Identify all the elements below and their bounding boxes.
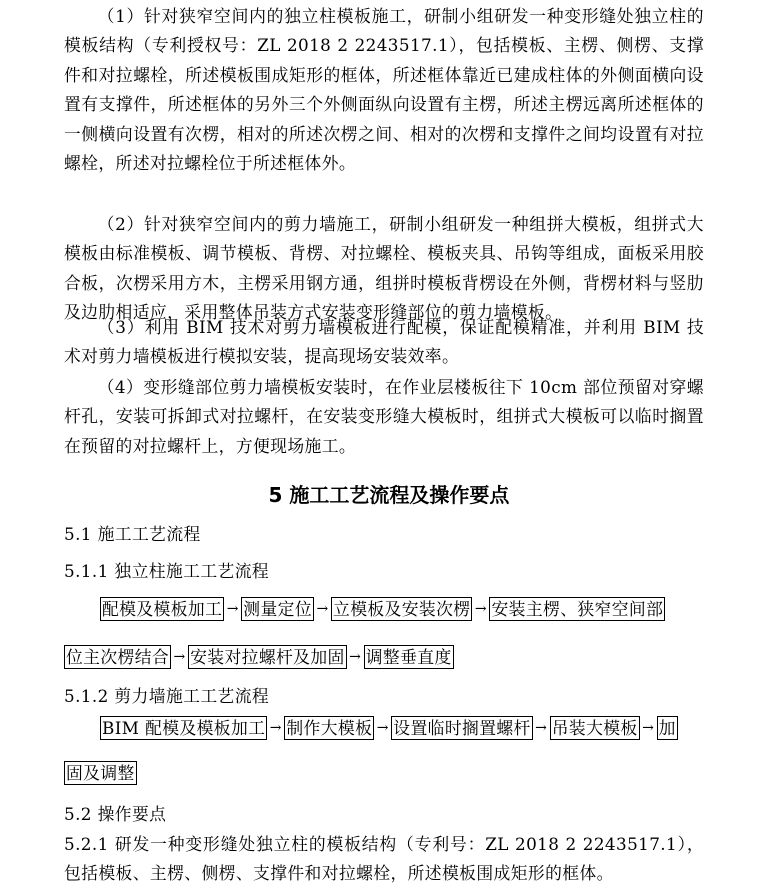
flow-step: 吊装大模板 xyxy=(551,718,638,738)
paragraph-2: （2）针对狭窄空间内的剪力墙施工，研制小组研发一种组拼大模板，组拼式大模板由标准模板、调节模板、背楞、对拉螺栓、模板夹具、吊钩等组成，面板采用胶合板，次楞采用方木，主楞采用钢方通，组拼时模板背楞设在外侧，背楞材料与竖肋及边肋相适应，采用整体吊装方式安装变形缝部位的剪力墙模板。 xyxy=(64,214,704,323)
flow-step: 制作大模板 xyxy=(286,718,373,738)
paragraph-3: （3）利用 BIM 技术对剪力墙模板进行配模，保证配模精准，并利用 BIM 技术对剪力墙模板进行模拟安装，提高现场安装效率。 xyxy=(64,317,704,367)
paragraph-4: （4）变形缝部位剪力墙模板安装时，在作业层楼板往下 10cm 部位预留对穿螺杆孔，安装可拆卸式对拉螺杆，在安装变形缝大模板时，组拼式大模板可以临时搁置在预留的对拉螺杆上，方便现场施工。 xyxy=(64,377,704,456)
arrow-right-icon: → xyxy=(474,601,488,617)
flow-step: BIM 配模及模板加工 xyxy=(102,718,266,738)
flowchart-wall-line-1 xyxy=(100,716,710,740)
flow-step: 测量定位 xyxy=(243,599,313,619)
flow-step: 固及调整 xyxy=(66,763,135,783)
subheading-5-1-2: 5.1.2 剪力墙施工工艺流程 xyxy=(64,686,270,706)
flowchart-column-line-1 xyxy=(100,597,710,621)
flow-step: 位主次楞结合 xyxy=(66,647,170,667)
flowchart-wall-line-2 xyxy=(64,761,704,785)
arrow-right-icon: → xyxy=(173,649,186,665)
paragraph-1: （1）针对狭窄空间内的独立柱模板施工，研制小组研发一种变形缝处独立柱的模板结构（专利授权号：ZL 2018 2 2243517.1），包括模板、主楞、侧楞、支撑件和对拉螺栓，所述模板围成矩形的框体，所述框体靠近已建成柱体的外侧面横向设置有支撑件，所述框体的另外三个外侧面纵向设置有主楞，所述主楞远离所述框体的一侧横向设置有次楞，相对的所述次楞之间、相对的次楞和支撑件之间均设置有对拉螺栓，所述对拉螺栓位于所述框体外。 xyxy=(64,6,704,174)
subheading-5-2: 5.2 操作要点 xyxy=(64,804,167,824)
arrow-right-icon: → xyxy=(316,601,329,617)
arrow-right-icon: → xyxy=(642,720,655,736)
flow-step: 安装主楞、狭窄空间部 xyxy=(491,599,664,619)
paragraph-5-2-1: 5.2.1 研发一种变形缝处独立柱的模板结构（专利号：ZL 2018 2 2243517.1），包括模板、主楞、侧楞、支撑件和对拉螺栓，所述模板围成矩形的框体。 xyxy=(64,834,704,884)
arrow-right-icon: → xyxy=(535,720,548,736)
flow-step: 调整垂直度 xyxy=(365,647,452,667)
flow-step: 立模板及安装次楞 xyxy=(333,599,471,619)
flow-step: 配模及模板加工 xyxy=(102,599,223,619)
flowchart-column-line-2 xyxy=(64,645,704,669)
arrow-right-icon: → xyxy=(349,649,362,665)
arrow-right-icon: → xyxy=(269,720,282,736)
flow-step: 加 xyxy=(658,718,676,738)
subheading-5-1: 5.1 施工工艺流程 xyxy=(64,524,201,544)
arrow-right-icon: → xyxy=(226,601,239,617)
arrow-right-icon: → xyxy=(376,720,389,736)
flow-step: 安装对拉螺杆及加固 xyxy=(190,647,345,667)
section-heading: 5 施工工艺流程及操作要点 xyxy=(268,483,510,507)
subheading-5-1-1: 5.1.1 独立柱施工工艺流程 xyxy=(64,561,270,581)
flow-step: 设置临时搁置螺杆 xyxy=(393,718,531,738)
